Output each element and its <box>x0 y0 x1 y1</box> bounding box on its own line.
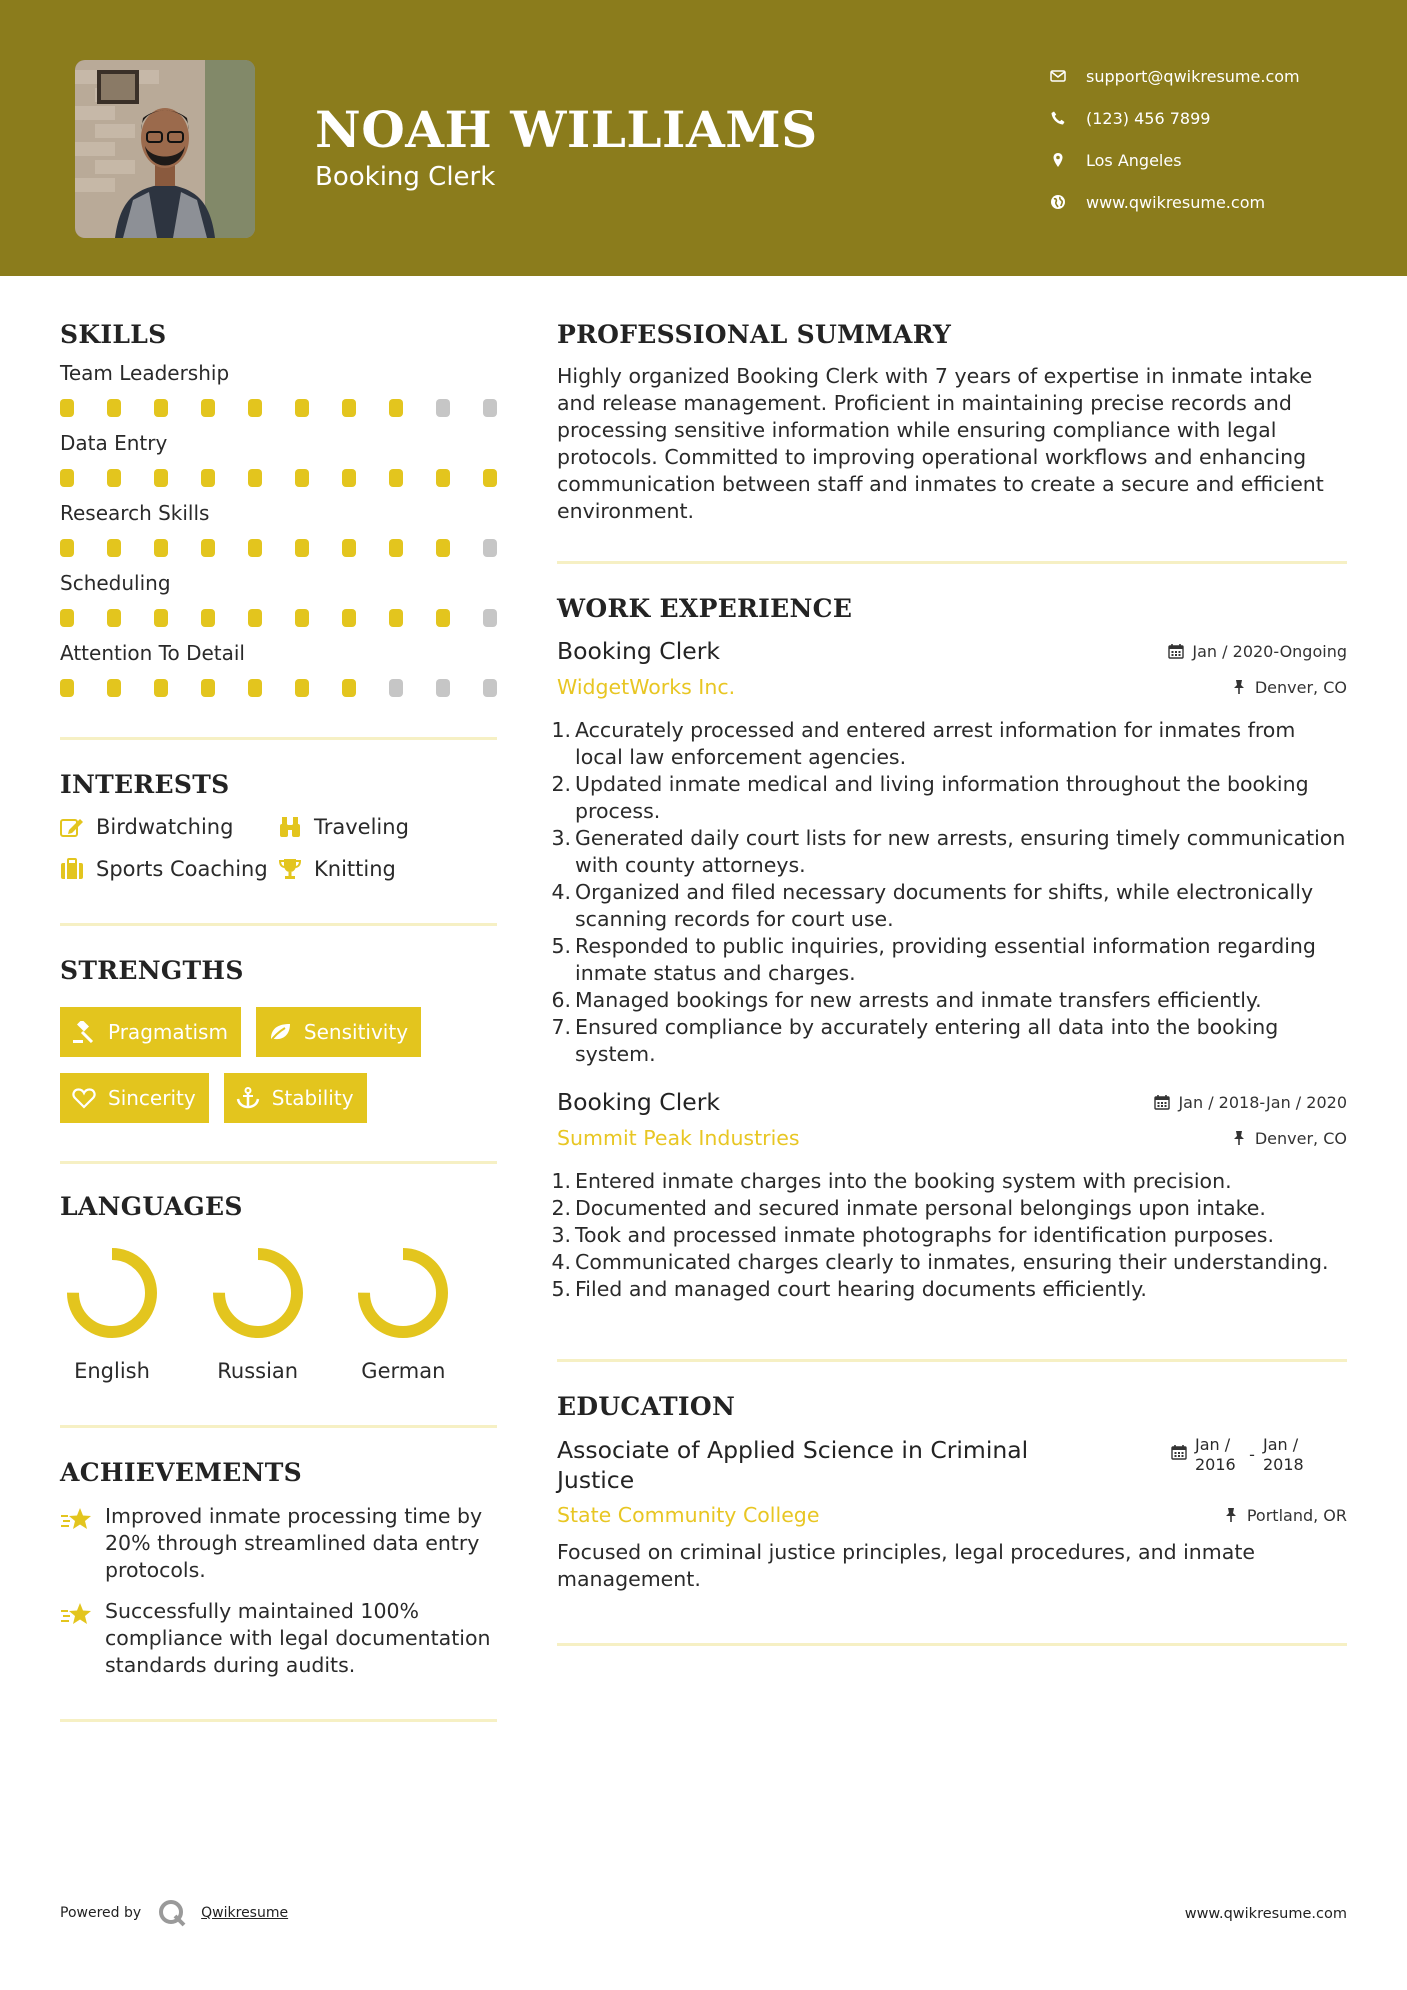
section-divider <box>557 1359 1347 1362</box>
gavel-icon <box>72 1021 96 1043</box>
skill-dot-filled <box>389 539 403 557</box>
skill-dot-filled <box>107 399 121 417</box>
job-dates <box>1168 642 1347 661</box>
right-column <box>551 320 1347 1646</box>
achievement-item <box>60 1503 497 1584</box>
strength-label: Pragmatism <box>108 1020 228 1044</box>
education-start-month: Jan / <box>1195 1435 1231 1454</box>
job-title: Booking Clerk <box>557 1088 720 1116</box>
strength-badge <box>224 1073 367 1123</box>
pushpin-icon <box>1231 679 1247 695</box>
interest-label: Sports Coaching <box>96 857 268 881</box>
skills-title: SKILLS <box>60 320 167 349</box>
qwikresume-logo-icon <box>157 1898 187 1928</box>
date-separator: - <box>1249 1445 1255 1464</box>
language-name: English <box>74 1359 150 1383</box>
list-item: 5. Responded to public inquiries, providing essential information regarding inmate status and charges. <box>551 934 1316 985</box>
skill-level-dots <box>60 399 497 417</box>
language-level-ring <box>66 1247 158 1339</box>
section-divider <box>557 561 1347 564</box>
language-level-ring <box>357 1247 449 1339</box>
contact-email[interactable] <box>1050 55 1390 97</box>
section-divider <box>60 923 497 926</box>
skill-dot-empty <box>436 399 450 417</box>
language-level-arc <box>73 1254 151 1332</box>
language-item <box>60 1247 206 1383</box>
skill-dot-filled <box>342 469 356 487</box>
language-name: Russian <box>217 1359 299 1383</box>
contact-website[interactable] <box>1050 181 1390 223</box>
summary-title: PROFESSIONAL SUMMARY <box>557 320 952 349</box>
skill-dot-filled <box>389 399 403 417</box>
job-location-text: Denver, CO <box>1254 1128 1347 1148</box>
contact-location-text: Los Angeles <box>1086 150 1182 170</box>
achievements-title: ACHIEVEMENTS <box>60 1458 302 1487</box>
left-column <box>60 320 497 1722</box>
strength-label: Sensitivity <box>303 1020 409 1044</box>
section-divider <box>60 1425 497 1428</box>
skill-dot-filled <box>107 539 121 557</box>
skill-dot-empty <box>483 679 497 697</box>
powered-by-label: Powered by <box>60 1905 142 1921</box>
list-item: 3. Generated daily court lists for new arrests, ensuring timely communication with county attorneys. <box>551 826 1346 877</box>
company-name: Summit Peak Industries <box>557 1126 800 1150</box>
strength-badge <box>256 1007 421 1057</box>
candidate-title: Booking Clerk <box>315 162 496 192</box>
job-dates-text: Jan / 2018-Jan / 2020 <box>1178 1092 1347 1112</box>
interest-item <box>60 815 278 839</box>
qwikresume-link[interactable]: Qwikresume <box>201 1905 289 1921</box>
job-dates <box>1154 1093 1347 1112</box>
pushpin-icon <box>1223 1507 1239 1523</box>
language-name: German <box>361 1359 446 1383</box>
anchor-icon <box>236 1087 260 1109</box>
skill-dot-filled <box>154 609 168 627</box>
education-start-year: 2016 <box>1195 1455 1236 1474</box>
list-item: 4. Organized and filed necessary documents for shifts, while electronically scanning records for court use. <box>551 880 1314 931</box>
job-responsibilities <box>551 717 1347 1068</box>
leaf-icon <box>268 1021 292 1043</box>
footer-powered-by <box>60 1898 288 1928</box>
skill-dot-filled <box>483 469 497 487</box>
candidate-name: NOAH WILLIAMS <box>315 100 818 159</box>
strengths-list <box>60 1007 497 1123</box>
skill-dot-filled <box>436 609 450 627</box>
school-name: State Community College <box>557 1503 820 1527</box>
skill-dot-filled <box>60 399 74 417</box>
summary-section <box>557 320 1347 525</box>
interest-label: Knitting <box>314 857 396 881</box>
interest-item <box>278 857 488 881</box>
skill-dot-filled <box>342 679 356 697</box>
skill-dot-filled <box>154 539 168 557</box>
skill-dot-filled <box>201 469 215 487</box>
skill-dot-filled <box>201 679 215 697</box>
job-location <box>1231 678 1347 697</box>
language-level-arc <box>364 1254 442 1332</box>
strength-label: Stability <box>271 1086 354 1110</box>
skill-dot-filled <box>342 399 356 417</box>
skill-dot-filled <box>248 399 262 417</box>
skill-dot-filled <box>389 609 403 627</box>
skill-level-dots <box>60 679 497 697</box>
skill-dot-empty <box>389 679 403 697</box>
skill-name: Research Skills <box>60 501 210 525</box>
skill-dot-filled <box>295 679 309 697</box>
languages-title: LANGUAGES <box>60 1192 243 1221</box>
envelope-icon <box>1050 68 1086 84</box>
skill-item <box>60 501 497 557</box>
pushpin-icon <box>1231 1130 1247 1146</box>
list-item: 6. Managed bookings for new arrests and inmate transfers efficiently. <box>551 988 1262 1012</box>
skill-dot-empty <box>483 609 497 627</box>
profile-photo <box>75 60 255 238</box>
skill-dot-filled <box>60 469 74 487</box>
interests-list <box>60 815 497 881</box>
skill-dot-filled <box>248 469 262 487</box>
languages-list <box>60 1247 497 1383</box>
skill-name: Attention To Detail <box>60 641 245 665</box>
list-item: 2. Documented and secured inmate personal belongings upon intake. <box>551 1196 1266 1220</box>
skills-list <box>60 361 497 697</box>
section-divider <box>557 1643 1347 1646</box>
trophy-icon <box>278 858 314 880</box>
summary-text: Highly organized Booking Clerk with 7 years of expertise in inmate intake and release management. Proficient in maintaining precise records and processing sensitive information while ensuring compliance with legal protocols. Committed to improving operational workflows and enhancing communication between staff and inmates to create a secure and efficient environment. <box>557 364 1324 523</box>
contact-phone[interactable] <box>1050 97 1390 139</box>
achievement-text: Successfully maintained 100% compliance with legal documentation standards during audits. <box>105 1599 491 1677</box>
job-entry <box>551 637 1347 1068</box>
achievement-text: Improved inmate processing time by 20% through streamlined data entry protocols. <box>105 1504 483 1582</box>
experience-section <box>551 594 1347 1303</box>
languages-section <box>60 1192 497 1383</box>
skill-dot-filled <box>295 399 309 417</box>
skill-dot-filled <box>60 609 74 627</box>
briefcase-icon <box>60 858 96 880</box>
skill-name: Team Leadership <box>60 361 230 385</box>
skill-item <box>60 361 497 417</box>
skill-dot-empty <box>436 679 450 697</box>
achievement-item <box>60 1598 497 1679</box>
skill-dot-filled <box>389 469 403 487</box>
skill-level-dots <box>60 609 497 627</box>
education-dates <box>1171 1435 1309 1475</box>
education-end-year: 2018 <box>1263 1455 1304 1474</box>
interests-title: INTERESTS <box>60 770 230 799</box>
list-item: 5. Filed and managed court hearing documents efficiently. <box>551 1277 1147 1301</box>
skill-dot-filled <box>436 539 450 557</box>
company-name: WidgetWorks Inc. <box>557 675 736 699</box>
education-location <box>1223 1506 1347 1525</box>
skill-dot-filled <box>107 609 121 627</box>
degree-title: Associate of Applied Science in Criminal Justice <box>557 1436 1029 1494</box>
job-title: Booking Clerk <box>557 637 720 665</box>
job-location <box>1231 1129 1347 1148</box>
map-marker-icon <box>1050 152 1086 168</box>
interest-label: Birdwatching <box>96 815 234 839</box>
strengths-section <box>60 956 497 1123</box>
job-entry <box>551 1088 1347 1303</box>
strengths-title: STRENGTHS <box>60 956 244 985</box>
skill-name: Data Entry <box>60 431 168 455</box>
list-item: 7. Ensured compliance by accurately entering all data into the booking system. <box>551 1015 1279 1066</box>
skill-dot-filled <box>342 539 356 557</box>
skill-dot-filled <box>107 469 121 487</box>
skill-level-dots <box>60 469 497 487</box>
shooting-star-icon <box>60 1598 105 1679</box>
list-item: 3. Took and processed inmate photographs for identification purposes. <box>551 1223 1274 1247</box>
skill-item <box>60 641 497 697</box>
skill-dot-filled <box>342 609 356 627</box>
interests-section <box>60 770 497 881</box>
list-item: 1. Accurately processed and entered arrest information for inmates from local law enforcement agencies. <box>551 718 1296 769</box>
list-item: 2. Updated inmate medical and living information throughout the booking process. <box>551 772 1309 823</box>
skill-dot-filled <box>248 539 262 557</box>
list-item: 4. Communicated charges clearly to inmates, ensuring their understanding. <box>551 1250 1329 1274</box>
skill-dot-filled <box>201 399 215 417</box>
education-title: EDUCATION <box>557 1392 736 1421</box>
calendar-icon <box>1154 1094 1170 1110</box>
contact-list <box>1050 55 1390 223</box>
skill-item <box>60 431 497 487</box>
skill-dot-filled <box>248 609 262 627</box>
job-dates-text: Jan / 2020-Ongoing <box>1192 641 1347 661</box>
education-end-month: Jan / <box>1263 1435 1299 1454</box>
skill-dot-filled <box>107 679 121 697</box>
interest-label: Traveling <box>314 815 409 839</box>
phone-icon <box>1050 110 1086 126</box>
skill-dot-filled <box>60 679 74 697</box>
skill-name: Scheduling <box>60 571 171 595</box>
contact-email-text: support@qwikresume.com <box>1086 66 1300 86</box>
language-item <box>206 1247 352 1383</box>
contact-location <box>1050 139 1390 181</box>
list-item: 1. Entered inmate charges into the booking system with precision. <box>551 1169 1232 1193</box>
job-responsibilities <box>551 1168 1347 1303</box>
section-divider <box>60 1161 497 1164</box>
skill-level-dots <box>60 539 497 557</box>
skill-dot-filled <box>248 679 262 697</box>
education-section <box>557 1392 1347 1593</box>
education-location-text: Portland, OR <box>1246 1505 1347 1525</box>
skill-dot-filled <box>295 469 309 487</box>
contact-website-text: www.qwikresume.com <box>1086 192 1266 212</box>
heart-icon <box>72 1087 96 1109</box>
section-divider <box>60 737 497 740</box>
resume-header <box>0 0 1407 276</box>
skill-item <box>60 571 497 627</box>
globe-icon <box>1050 194 1086 210</box>
job-location-text: Denver, CO <box>1254 677 1347 697</box>
skill-dot-filled <box>60 539 74 557</box>
calendar-icon <box>1168 643 1184 659</box>
skill-dot-filled <box>201 609 215 627</box>
skill-dot-filled <box>295 539 309 557</box>
achievements-section <box>60 1458 497 1679</box>
calendar-icon <box>1171 1444 1187 1460</box>
skill-dot-empty <box>483 399 497 417</box>
skill-dot-empty <box>483 539 497 557</box>
language-item <box>351 1247 497 1383</box>
language-level-ring <box>212 1247 304 1339</box>
binoculars-icon <box>278 816 314 838</box>
strength-label: Sincerity <box>108 1086 196 1110</box>
skill-dot-filled <box>201 539 215 557</box>
footer-url[interactable]: www.qwikresume.com <box>1184 1906 1347 1922</box>
interest-item <box>60 857 278 881</box>
skill-dot-filled <box>154 679 168 697</box>
shooting-star-icon <box>60 1503 105 1584</box>
contact-phone-text: (123) 456 7899 <box>1086 108 1211 128</box>
skill-dot-filled <box>295 609 309 627</box>
skills-section <box>60 320 497 697</box>
skill-dot-filled <box>154 399 168 417</box>
strength-badge <box>60 1073 209 1123</box>
skill-dot-filled <box>436 469 450 487</box>
skill-dot-filled <box>154 469 168 487</box>
interest-item <box>278 815 488 839</box>
pencil-square-icon <box>60 816 96 838</box>
education-description: Focused on criminal justice principles, legal procedures, and inmate management. <box>557 1540 1255 1591</box>
section-divider <box>60 1719 497 1722</box>
experience-title: WORK EXPERIENCE <box>557 594 853 623</box>
language-level-arc <box>219 1254 297 1332</box>
strength-badge <box>60 1007 241 1057</box>
